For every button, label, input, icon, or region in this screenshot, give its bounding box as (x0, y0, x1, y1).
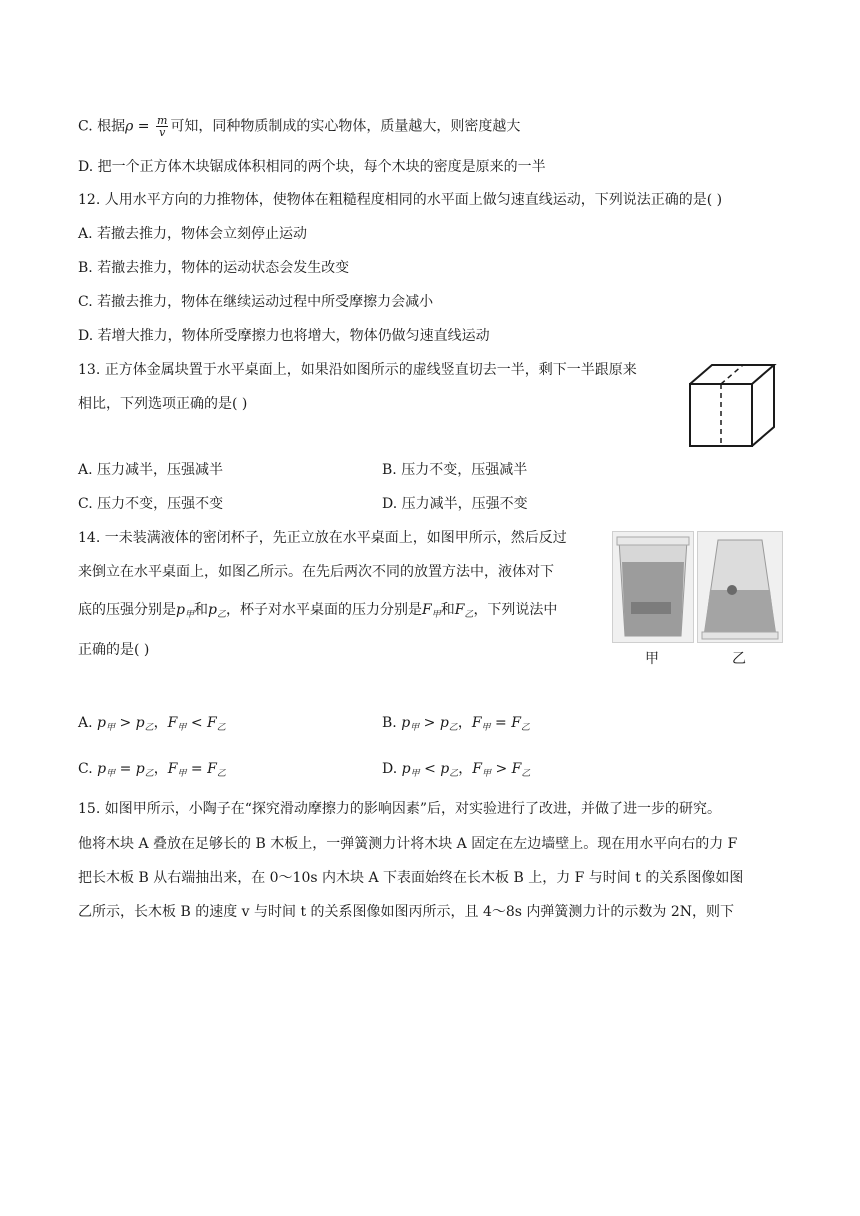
q14-stem-line4: 正确的是( ) (78, 642, 150, 658)
force-relation: > (495, 761, 508, 777)
subscript-yi: 乙 (520, 723, 530, 733)
force-symbol: F (454, 602, 465, 618)
q13-stem-line2: 相比，下列选项正确的是( ) (78, 396, 248, 412)
subscript-jia: 甲 (105, 723, 115, 733)
q14-option-d: D. $p_甲 < p_乙$，$F_甲 > F_乙$ (382, 761, 531, 779)
pressure-symbol: p (97, 761, 107, 777)
q14-option-b: B. $p_甲 > p_乙$，$F_甲 = F_乙$ (382, 715, 530, 733)
figure-label-yi: 乙 (732, 651, 746, 667)
cup-upright-photo (612, 531, 694, 643)
force-symbol: F (511, 761, 522, 777)
subscript-jia: 甲 (410, 769, 420, 779)
subscript-jia: 甲 (410, 723, 420, 733)
q13-option-a: A. 压力减半，压强减半 (78, 462, 224, 478)
cup-upright-label (631, 602, 671, 614)
pressure-symbol: p (440, 761, 450, 777)
q14-stem-line3 (78, 600, 557, 625)
cube-top-face (690, 365, 774, 384)
pressure-relation: > (423, 715, 436, 731)
subscript-yi: 乙 (448, 723, 458, 733)
q14-stem3-part-c: ，下列说法中 (473, 602, 558, 618)
subscript-jia: 甲 (431, 610, 441, 620)
figure-label-jia: 甲 (645, 651, 659, 667)
subscript-yi: 乙 (144, 769, 154, 779)
force-symbol: F (511, 715, 521, 731)
q12-option-b: B. 若撤去推力，物体的运动状态会发生改变 (78, 260, 350, 276)
subscript-yi: 乙 (216, 610, 226, 620)
pressure-symbol: p (135, 715, 145, 731)
q12-option-a: A. 若撤去推力，物体会立刻停止运动 (78, 226, 308, 242)
q11-c-suffix: 可知，同种物质制成的实心物体，质量越大，则密度越大 (170, 118, 521, 135)
force-relation: = (495, 715, 507, 731)
force-symbol: F (167, 715, 178, 731)
q13-stem-line1: 13. 正方体金属块置于水平桌面上，如果沿如图所示的虚线竖直切去一半，剩下一半跟原来 (78, 362, 637, 378)
pressure-symbol: p (135, 761, 145, 777)
pressure-symbol: p (176, 602, 185, 618)
cup-inverted-lid (702, 632, 778, 639)
subscript-yi: 乙 (216, 769, 226, 779)
q14-option-a: A. $p_甲 > p_乙$，$F_甲 < F_乙$ (78, 715, 226, 733)
pressure-symbol: p (401, 715, 411, 731)
density-formula-lhs: ρ = (125, 118, 154, 135)
force-relation: = (190, 761, 203, 777)
q11-option-c (78, 115, 520, 138)
pressure-symbol: p (97, 715, 106, 731)
subscript-jia: 甲 (184, 610, 194, 620)
subscript-jia: 甲 (481, 723, 491, 733)
q13-option-d: D. 压力减半，压强不变 (382, 496, 528, 512)
subscript-jia: 甲 (177, 723, 187, 733)
q12-option-c: C. 若撤去推力，物体在继续运动过程中所受摩擦力会减小 (78, 294, 434, 310)
subscript-yi: 乙 (449, 769, 459, 779)
pressure-relation: = (119, 761, 132, 777)
pressure-symbol: p (207, 602, 217, 618)
conjunction: 和 (193, 602, 208, 618)
option-letter: C. (78, 761, 93, 777)
fraction-numerator: m (157, 114, 168, 127)
subscript-jia: 甲 (481, 769, 491, 779)
q14-stem3-part-b: ，杯子对水平桌面的压力分别是 (225, 602, 422, 618)
force-symbol: F (207, 715, 217, 731)
cube-side-face (752, 365, 774, 446)
option-letter: B. (382, 715, 397, 731)
q15-line2: 他将木块 A 叠放在足够长的 B 木板上，一弹簧测力计将木块 A 固定在左边墙壁上。现在用水平向右的力 F (78, 836, 738, 852)
mass-over-volume-fraction (156, 115, 168, 138)
q13-option-b: B. 压力不变，压强减半 (382, 462, 528, 478)
pressure-symbol: p (401, 761, 411, 777)
subscript-yi: 乙 (464, 610, 474, 620)
subscript-yi: 乙 (216, 723, 226, 733)
subscript-jia: 甲 (177, 769, 187, 779)
q13-option-c: C. 压力不变，压强不变 (78, 496, 224, 512)
subscript-jia: 甲 (106, 769, 116, 779)
force-symbol: F (472, 761, 482, 777)
conjunction: 和 (440, 602, 455, 618)
subscript-yi: 乙 (521, 769, 531, 779)
force-symbol: F (207, 761, 217, 777)
q15-line3: 把长木板 B 从右端抽出来，在 0～10s 内木块 A 下表面始终在长木板 B 上，力 F 与时间 t 的关系图像如图 (78, 870, 744, 886)
q14-stem3-part-a: 底的压强分别是 (78, 602, 176, 618)
q12-stem: 12. 人用水平方向的力推物体，使物体在粗糙程度相同的水平面上做匀速直线运动，下列说法正确的是( ) (78, 192, 723, 208)
pressure-relation: > (119, 715, 132, 731)
subscript-yi: 乙 (144, 723, 154, 733)
cut-line-top (721, 365, 743, 384)
q11-c-prefix: C. 根据 (78, 118, 126, 135)
cup-upright-lid (617, 537, 689, 545)
cup-inverted-logo (727, 585, 737, 595)
q14-stem-line1: 14. 一未装满液体的密闭杯子，先正立放在水平桌面上，如图甲所示，然后反过 (78, 530, 567, 546)
q11-option-d: D. 把一个正方体木块锯成体积相同的两个块，每个木块的密度是原来的一半 (78, 159, 546, 175)
cup-inverted-photo (697, 531, 783, 643)
option-letter: A. (78, 715, 93, 731)
q12-option-d: D. 若增大推力，物体所受摩擦力也将增大，物体仍做匀速直线运动 (78, 328, 490, 344)
q14-option-c: C. $p_甲 = p_乙$，$F_甲 = F_乙$ (78, 761, 226, 779)
cup-inverted-liquid (704, 590, 776, 636)
fraction-denominator: v (159, 126, 166, 139)
force-symbol: F (167, 761, 178, 777)
option-letter: D. (382, 761, 398, 777)
pressure-symbol: p (439, 715, 449, 731)
force-symbol: F (421, 602, 432, 618)
force-symbol: F (471, 715, 482, 731)
q15-line1: 15. 如图甲所示，小陶子在“探究滑动摩擦力的影响因素”后，对实验进行了改进，并做了进一步的研究。 (78, 801, 722, 817)
q14-stem-line2: 来倒立在水平桌面上，如图乙所示。在先后两次不同的放置方法中，液体对下 (78, 564, 554, 580)
force-relation: < (190, 715, 203, 731)
pressure-relation: < (424, 761, 436, 777)
q15-line4: 乙所示，长木板 B 的速度 v 与时间 t 的关系图像如图丙所示，且 4～8s 内弹簧测力计的示数为 2N，则下 (78, 904, 735, 920)
cup-upright-liquid (622, 562, 684, 636)
cube-cut-diagram (686, 362, 782, 450)
